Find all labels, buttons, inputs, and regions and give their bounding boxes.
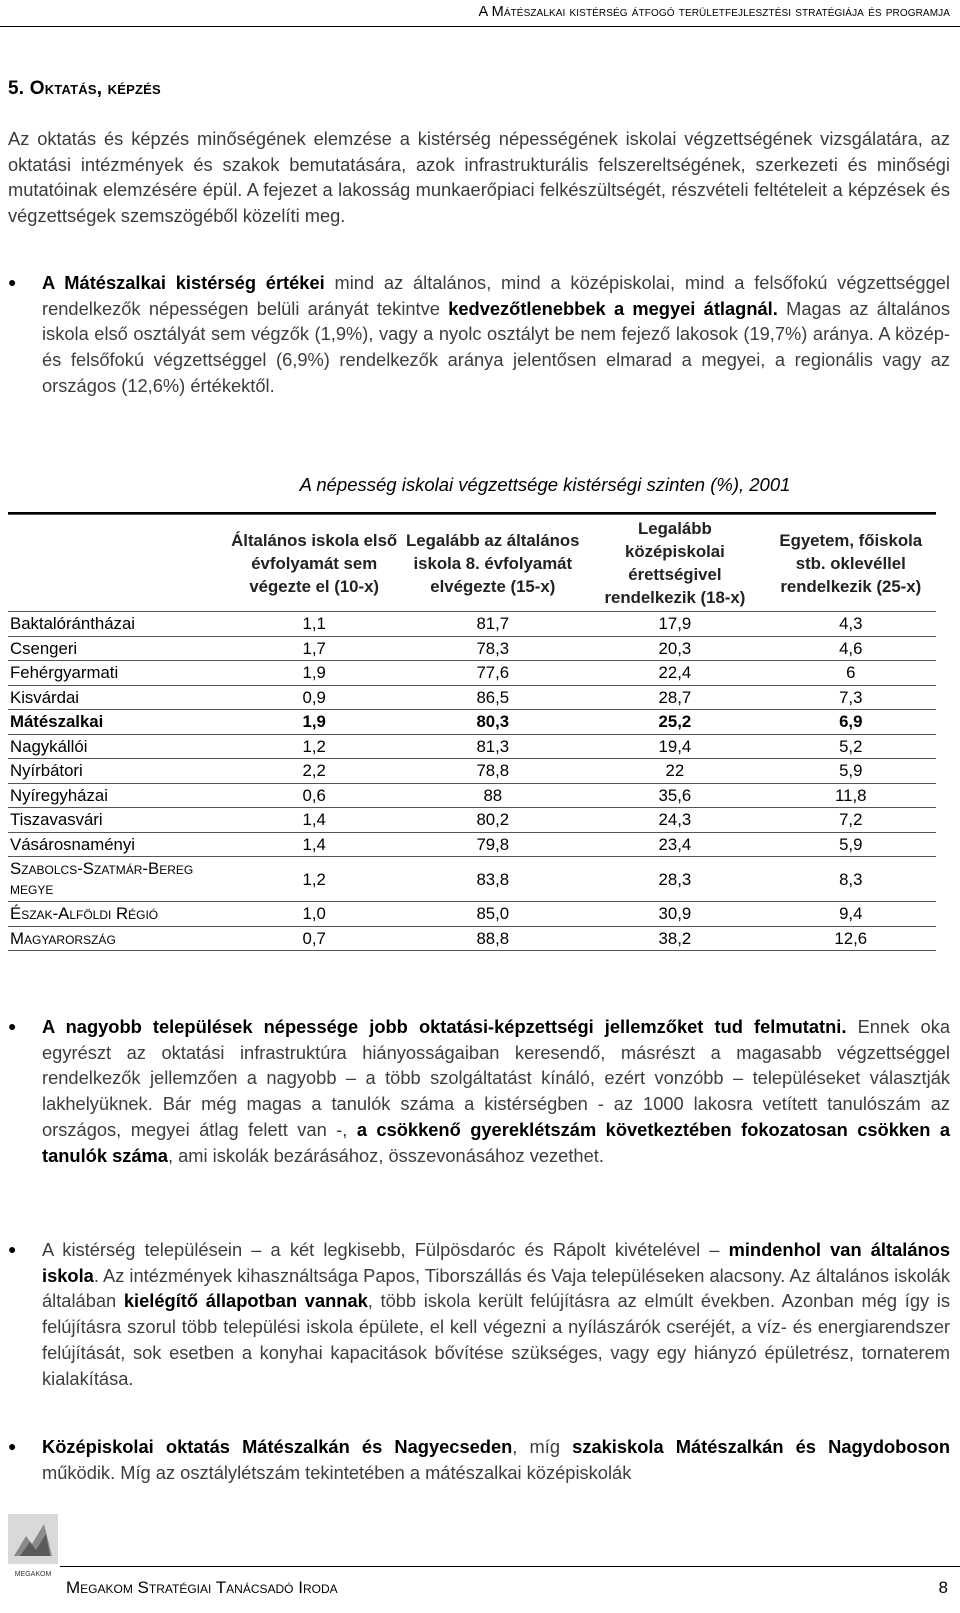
- row-value: 1,1: [227, 612, 401, 637]
- row-value: 81,3: [401, 734, 584, 759]
- bullet-span: , több iskola került felújításra az elmúlt években. Azonban még így is felújításra szorul több települési iskola épülete, el kell végezni a nyílászárók cseréjét, a víz- és energiarendszer felújítását, sok esetben a konyhai kapacitások bővítése szükséges, vagy egy hiányzó épületrész, tornaterem kialakítása.: [42, 1290, 950, 1389]
- row-value: 83,8: [401, 857, 584, 902]
- header-name-cell: [8, 515, 227, 612]
- row-value: 78,8: [401, 759, 584, 784]
- row-value: 5,9: [766, 832, 936, 857]
- row-value: 19,4: [584, 734, 765, 759]
- bullet-text: [42, 270, 950, 399]
- column-header: Legalább az általános iskola 8. évfolyamát elvégezte (15-x): [406, 530, 580, 596]
- bullet-text: [42, 1014, 950, 1168]
- row-value: 22: [584, 759, 765, 784]
- row-value: 78,3: [401, 636, 584, 661]
- bullet-span: mind az általános, mind a középiskolai, mind a felsőfokú végzettséggel rendelkezők népességen belüli arányát tekintve: [42, 272, 950, 319]
- row-value: 1,2: [227, 734, 401, 759]
- bullet-bold: a csökkenő gyereklétszám következtében fokozatosan csökken a tanulók száma: [42, 1118, 950, 1166]
- row-name: Nagykállói: [8, 734, 227, 759]
- row-value: 22,4: [584, 661, 765, 686]
- table-row: [8, 710, 936, 735]
- row-name: Szabolcs-Szatmár-Bereg megye: [8, 857, 227, 902]
- row-value: 1,4: [227, 832, 401, 857]
- megakom-logo-icon: [6, 1514, 60, 1604]
- bullet-bold: mindenhol van általános iskola: [42, 1239, 950, 1286]
- logo-text: MEGAKOM: [14, 1571, 52, 1578]
- table-row: [8, 857, 936, 902]
- row-name: Fehérgyarmati: [8, 661, 227, 686]
- table-row: [8, 734, 936, 759]
- bullet-item: [8, 1014, 950, 1168]
- bullet-icon: ●: [8, 274, 17, 290]
- row-value: 28,3: [584, 857, 765, 902]
- row-value: 1,2: [227, 857, 401, 902]
- table-row: [8, 783, 936, 808]
- row-name: Nyírbátori: [8, 759, 227, 784]
- row-value: 6,9: [766, 710, 936, 735]
- page-number: 8: [938, 1578, 948, 1597]
- bullet-span: Ennek oka egyrészt az oktatási infrastruktúra hiányosságaiban keresendő, másrészt a magasabb végzettséggel rendelkezők jellemzően a nagyobb – a több szolgáltatást kínáló, ezért vonzóbb – településeket választják lakhelyüknek. Bár még magas a tanulók száma a kistérségben - az 1000 lakosra vetített tanulószám az országos, megyei átlag felett van -,: [42, 1016, 950, 1140]
- row-name: Mátészalkai: [8, 710, 227, 735]
- bullet-bold: kielégítő állapotban vannak: [123, 1290, 368, 1312]
- row-value: 77,6: [401, 661, 584, 686]
- bullet-icon: ●: [8, 1018, 17, 1034]
- column-header: Legalább középiskolai érettségivel rendelkezik (18-x): [604, 519, 746, 607]
- bullet-text: [42, 1237, 950, 1391]
- row-value: 85,0: [401, 902, 584, 927]
- bullet-bold: Középiskolai oktatás Mátészalkán és Nagyecseden: [42, 1436, 513, 1457]
- row-value: 25,2: [584, 710, 765, 735]
- bullet-span: , míg: [512, 1436, 573, 1457]
- row-name: Vásárosnaményi: [8, 832, 227, 857]
- row-value: 1,4: [227, 808, 401, 833]
- row-value: 28,7: [584, 685, 765, 710]
- row-name: Kisvárdai: [8, 685, 227, 710]
- intro-paragraph: [8, 126, 950, 229]
- header-divider: [0, 26, 960, 27]
- table-row: [8, 902, 936, 927]
- bullet-span: Magas az általános iskola első osztályát sem végzők (1,9%), vagy a nyolc osztályt be nem fejező lakosok (19,7%) aránya. A közép- és felsőfokú végzettséggel (6,9%) rendelkezők aránya jelentősen elmarad a megyei, a regionális vagy az országos (12,6%) értékektől.: [42, 297, 950, 396]
- table-row: [8, 926, 936, 951]
- row-value: 6: [766, 661, 936, 686]
- footer-organization: Megakom Stratégiai Tanácsadó Iroda: [66, 1578, 338, 1597]
- row-value: 23,4: [584, 832, 765, 857]
- row-value: 86,5: [401, 685, 584, 710]
- table-row: [8, 832, 936, 857]
- row-value: 0,7: [227, 926, 401, 951]
- bullet-span: A kistérség településein – a két legkisebb, Fülpösdaróc és Rápolt kivételével –: [42, 1239, 729, 1260]
- bullet-bold: szakiskola Mátészalkán és Nagydoboson: [572, 1436, 950, 1457]
- bullet-span: működik. Míg az osztálylétszám tekintetében a mátészalkai középiskolák: [42, 1461, 632, 1483]
- table-row: [8, 612, 936, 637]
- row-value: 11,8: [766, 783, 936, 808]
- row-value: 80,3: [401, 710, 584, 735]
- row-value: 1,9: [227, 661, 401, 686]
- row-value: 7,3: [766, 685, 936, 710]
- row-value: 35,6: [584, 783, 765, 808]
- education-table: [8, 512, 936, 951]
- bullet-icon: ●: [8, 1438, 17, 1454]
- row-value: 79,8: [401, 832, 584, 857]
- row-value: 1,0: [227, 902, 401, 927]
- row-name: Tiszavasvári: [8, 808, 227, 833]
- intro-text: Az oktatás és képzés minőségének elemzése a kistérség népességének iskolai végzettségének vizsgálatára, az oktatási intézmények és szakok bemutatására, azok infrastrukturális felszereltségének, szerkezeti és minőségi mutatóinak elemzésére épül. A fejezet a lakosság munkaerőpiaci felkészültségét, részvételi feltételeit a képzések és végzettségek szemszögéből közelíti meg.: [8, 128, 950, 227]
- row-value: 7,2: [766, 808, 936, 833]
- bullet-bold: A nagyobb települések népessége jobb oktatási-képzettségi jellemzőket tud felmutatni.: [42, 1016, 847, 1037]
- row-value: 81,7: [401, 612, 584, 637]
- row-value: 12,6: [766, 926, 936, 951]
- table-row: [8, 759, 936, 784]
- bullet-icon: ●: [8, 1241, 17, 1257]
- row-name: Észak-Alföldi Régió: [8, 902, 227, 927]
- table-header-row: [8, 515, 936, 612]
- column-header: Általános iskola első évfolyamát sem végezte el (10-x): [231, 530, 398, 596]
- row-value: 8,3: [766, 857, 936, 902]
- row-value: 5,9: [766, 759, 936, 784]
- row-value: 80,2: [401, 808, 584, 833]
- bullet-bold: A Mátészalkai kistérség értékei: [42, 272, 325, 293]
- table-row: [8, 685, 936, 710]
- row-value: 0,9: [227, 685, 401, 710]
- row-value: 2,2: [227, 759, 401, 784]
- bullet-item: [8, 1237, 950, 1391]
- table-title: A népesség iskolai végzettsége kistérségi szinten (%), 2001: [299, 474, 791, 495]
- row-name: Magyarország: [8, 926, 227, 951]
- bullet-bold: kedvezőtlenebbek a megyei átlagnál.: [448, 297, 778, 319]
- row-value: 0,6: [227, 783, 401, 808]
- row-value: 38,2: [584, 926, 765, 951]
- footer-divider: [60, 1566, 960, 1567]
- row-name: Csengeri: [8, 636, 227, 661]
- table-row: [8, 661, 936, 686]
- row-value: 1,9: [227, 710, 401, 735]
- row-value: 20,3: [584, 636, 765, 661]
- row-value: 1,7: [227, 636, 401, 661]
- table-row: [8, 808, 936, 833]
- row-name: Nyíregyházai: [8, 783, 227, 808]
- bullet-item: [8, 1434, 950, 1485]
- running-header: A Mátészalkai kistérség átfogó területfejlesztési stratégiája és programja: [478, 4, 950, 20]
- bullet-span: , ami iskolák bezárásához, összevonásához vezethet.: [167, 1144, 604, 1166]
- column-header: Egyetem, főiskola stb. oklevéllel rendelkezik (25-x): [779, 530, 923, 596]
- row-value: 17,9: [584, 612, 765, 637]
- section-title: 5. Oktatás, képzés: [8, 78, 161, 99]
- row-value: 88: [401, 783, 584, 808]
- row-value: 5,2: [766, 734, 936, 759]
- table-row: [8, 636, 936, 661]
- row-value: 4,6: [766, 636, 936, 661]
- bullet-item: [8, 270, 950, 399]
- row-value: 24,3: [584, 808, 765, 833]
- row-value: 88,8: [401, 926, 584, 951]
- bullet-span: . Az intézmények kihasználtsága Papos, Tiborszállás és Vaja településeken alacsony. Az általános iskolák általában: [42, 1264, 950, 1312]
- row-value: 4,3: [766, 612, 936, 637]
- row-name: Baktalórántházai: [8, 612, 227, 637]
- bullet-text: [42, 1434, 950, 1485]
- row-value: 30,9: [584, 902, 765, 927]
- row-value: 9,4: [766, 902, 936, 927]
